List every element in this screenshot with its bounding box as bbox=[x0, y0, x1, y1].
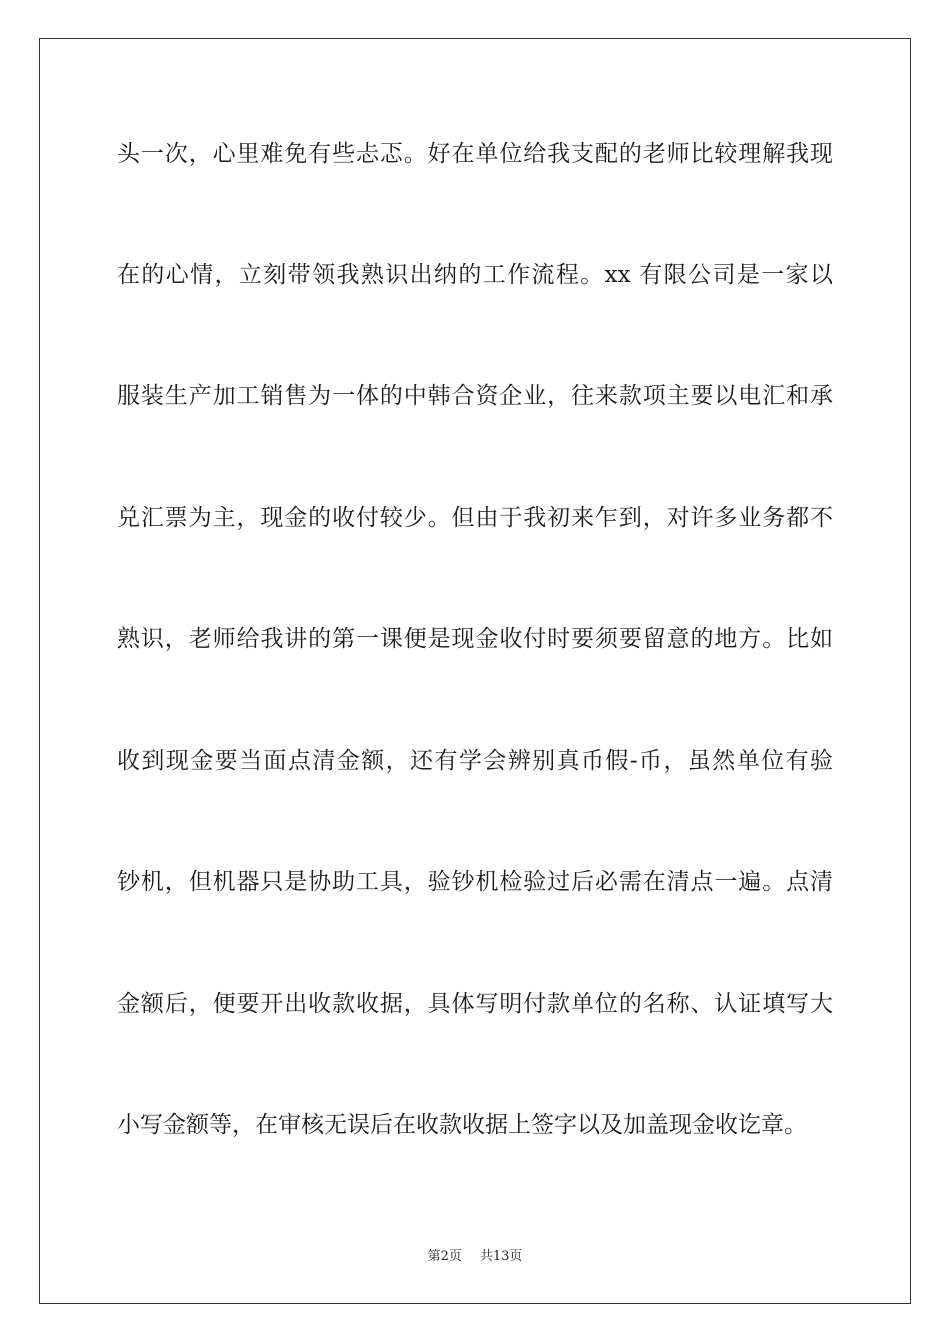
text-line: 熟识，老师给我讲的第一课便是现金收付时要须要留意的地方。比如 bbox=[117, 626, 833, 652]
text-line: 服装生产加工销售为一体的中韩合资企业，往来款项主要以电汇和承 bbox=[117, 383, 833, 409]
text-line: 金额后，便要开出收款收据，具体写明付款单位的名称、认证填写大 bbox=[117, 991, 833, 1017]
text-line: 收到现金要当面点清金额，还有学会辨别真币假-币，虽然单位有验 bbox=[117, 748, 833, 774]
text-line: 钞机，但机器只是协助工具，验钞机检验过后必需在清点一遍。点清 bbox=[117, 869, 833, 895]
page-total: 共13页 bbox=[479, 1249, 523, 1264]
text-line: 兑汇票为主，现金的收付较少。但由于我初来乍到，对许多业务都不 bbox=[117, 505, 833, 531]
text-line: 头一次，心里难免有些忐忑。好在单位给我支配的老师比较理解我现 bbox=[117, 141, 833, 167]
text-line: 在的心情，立刻带领我熟识出纳的工作流程。xx 有限公司是一家以 bbox=[117, 262, 833, 288]
page-footer bbox=[0, 1248, 950, 1266]
text-line: 小写金额等，在审核无误后在收款收据上签字以及加盖现金收讫章。 bbox=[117, 1112, 807, 1138]
page-number: 第2页 bbox=[427, 1249, 462, 1264]
